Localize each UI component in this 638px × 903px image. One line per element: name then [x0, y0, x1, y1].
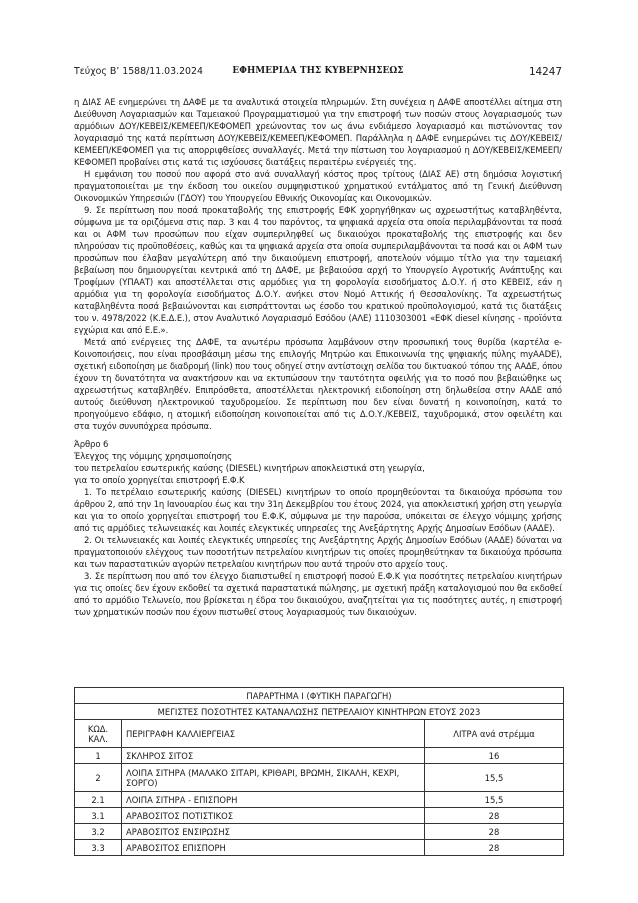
- cell-code: 2: [75, 764, 122, 792]
- table-row: [75, 748, 564, 764]
- table-row: [75, 808, 564, 824]
- cell-code: 1: [75, 748, 122, 764]
- document-body: [74, 96, 562, 618]
- cell-litres: 28: [425, 824, 564, 840]
- header-litres: ΛΙΤΡΑ ανά στρέμμα: [425, 720, 564, 748]
- page-number: 14247: [528, 66, 562, 78]
- table-row: [75, 840, 564, 856]
- page-header: [74, 66, 562, 80]
- table-row: [75, 824, 564, 840]
- paragraph: η ΔΙΑΣ ΑΕ ενημερώνει τη ΔΑΦΕ με τα αναλυτικά στοιχεία πληρωμών. Στη συνέχεια η ΔΑΦΕ αποστέλλει αίτημα στη Διεύθυνση Λογαριασμών και Ταμειακού Προγραμματισμού για την επιστροφή των ποσών στους λογαριασμούς των αρμόδιων ΔΟΥ/ΚΕΒΕΙΣ/ΚΕΜΕΕΠ/ΚΕΦΟΜΕΠ χρεώνοντας τον ως άνω ενδιάμεσο λογαριασμό και πιστώνοντας τον λογαριασμό της κατά περίπτωση ΔΟΥ/ΚΕΒΕΙΣ/ΚΕΜΕΕΠ/ΚΕΦΟΜΕΠ. Παράλληλα η ΔΑΦΕ ενημερώνει τις ΔΟΥ/ΚΕΒΕΙΣ/ΚΕΜΕΕΠ/ΚΕΦΟΜΕΠ για τις απορριφθείσες συναλλαγές. Μετά την πίστωση του λογαριασμού η ΔΟΥ/ΚΕΒΕΙΣ/ΚΕΜΕΕΠ/ΚΕΦΟΜΕΠ προβαίνει στις κατά τις ισχύουσες διατάξεις περαιτέρω ενέργειές της.: [74, 97, 562, 167]
- cell-description: ΑΡΑΒΟΣΙΤΟΣ ΕΠΙΣΠΟΡΗ: [122, 840, 425, 856]
- cell-litres: 16: [425, 748, 564, 764]
- annex-table: [74, 687, 564, 856]
- cell-description: ΑΡΑΒΟΣΙΤΟΣ ΠΟΤΙΣΤΙΚΟΣ: [122, 808, 425, 824]
- cell-description: ΣΚΛΗΡΟΣ ΣΙΤΟΣ: [122, 748, 425, 764]
- article-title-line: του πετρελαίου εσωτερικής καύσης (DIESEL) κινητήρων αποκλειστικά στη γεωργία,: [74, 463, 425, 473]
- cell-litres: 15,5: [425, 792, 564, 808]
- table-header-row: [75, 720, 564, 748]
- table-row: [75, 764, 564, 792]
- cell-code: 3.1: [75, 808, 122, 824]
- header-description: ΠΕΡΙΓΡΑΦΗ ΚΑΛΛΙΕΡΓΕΙΑΣ: [122, 720, 425, 748]
- article-paragraph: 3. Σε περίπτωση που από τον έλεγχο διαπιστωθεί η επιστροφή ποσού Ε.Φ.Κ για ποσότητες πετρελαίου κινητήρων για τις οποίες δεν έχουν εκδοθεί τα σχετικά παραστατικά πώλησης, με σχετική πράξη καταλογισμού που θα εκδοθεί από το αρμόδιο Τελωνείο, που βρίσκεται η έδρα του δικαιούχου, αναζητείται για τις ποσότητες αυτές, η επιστροφή των χρηματικών ποσών που έχουν πιστωθεί στους λογαριασμούς των δικαιούχων.: [74, 571, 562, 617]
- cell-description: ΛΟΙΠΑ ΣΙΤΗΡΑ (ΜΑΛΑΚΟ ΣΙΤΑΡΙ, ΚΡΙΘΑΡΙ, ΒΡΩΜΗ, ΣΙΚΑΛΗ, ΚΕΧΡΙ, ΣΟΡΓΟ): [122, 764, 425, 792]
- article-paragraph: 1. Το πετρέλαιο εσωτερικής καύσης (DIESEL) κινητήρων το οποίο προμηθεύονται τα δικαιούχα πρόσωπα του άρθρου 2, από την 1η Ιανουαρίου έως και την 31η Δεκεμβρίου του έτους 2024, για αποκλειστική χρήση στη γεωργία και για το οποίο χορηγείται επιστροφή του Ε.Φ.Κ, σύμφωνα με την παρούσα, υπόκειται σε έλεγχο νόμιμης χρήσης από τις αρμόδιες τελωνειακές και λοιπές ελεγκτικές υπηρεσίες της Ανεξάρτητης Αρχής Δημοσίων Εσόδων (ΑΑΔΕ).: [74, 487, 562, 533]
- paragraph: Μετά από ενέργειες της ΔΑΦΕ, τα ανωτέρω πρόσωπα λαμβάνουν στην προσωπική τους θυρίδα (καρτέλα e-Κοινοποιήσεις, που είναι προσβάσιμη μέσω της επιλογής Μητρώο και Επικοινωνία της ψηφιακής πύλης myAADE), σχετική ειδοποίηση με διαδρομή (link) που τους οδηγεί στην αντίστοιχη σελίδα του δικτυακού τόπου της ΑΑΔΕ, όπου έχουν τη δυνατότητα να ανακτήσουν και να εκτυπώσουν την ταυτότητα οφειλής για το ποσό που βεβαιώθηκε ως αχρεωστήτως καταβληθέν. Επιπρόσθετα, αποστέλλεται ηλεκτρονική ειδοποίηση στη δηλωθείσα στην ΑΑΔΕ από αυτούς διεύθυνση ηλεκτρονικού ταχυδρομείου. Σε περίπτωση που δεν είναι δυνατή η κοινοποίηση, κατά το προηγούμενο εδάφιο, η ατομική ειδοποίηση κοινοποιείται από τις Δ.Ο.Υ./ΚΕΒΕΙΣ, ταχυδρομικά, στον οφειλέτη και στα τυχόν συνυπόχρεα πρόσωπα.: [74, 337, 562, 431]
- issue-reference: Τεύχος Β’ 1588/11.03.2024: [74, 66, 203, 77]
- gazette-title: ΕΦΗΜΕΡΙΔΑ ΤΗΣ ΚΥΒΕΡΝΗΣΕΩΣ: [232, 66, 404, 76]
- header-code: ΚΩΔ. ΚΑΛ.: [75, 720, 122, 748]
- cell-litres: 15,5: [425, 764, 564, 792]
- article-number: Άρθρο 6: [74, 439, 109, 449]
- cell-code: 3.2: [75, 824, 122, 840]
- article-paragraph: 2. Οι τελωνειακές και λοιπές ελεγκτικές υπηρεσίες της Ανεξάρτητης Αρχής Δημοσίων Εσόδων (ΑΑΔΕ) δύναται να πραγματοποιούν ελέγχους των ποσοτήτων πετρελαίου κινητήρων τις οποίες προμηθεύτηκαν τα δικαιούχα πρόσωπα και των παραστατικών αγορών πετρελαίου κινητήρων που αυτά τηρούν στο αρχείο τους.: [74, 535, 562, 569]
- table-title: ΠΑΡΑΡΤΗΜΑ Ι (ΦΥΤΙΚΗ ΠΑΡΑΓΩΓΗ): [75, 688, 564, 704]
- cell-description: ΑΡΑΒΟΣΙΤΟΣ ΕΝΣΙΡΩΣΗΣ: [122, 824, 425, 840]
- article-title-line: Έλεγχος της νόμιμης χρησιμοποίησης: [74, 451, 233, 461]
- paragraph: 9. Σε περίπτωση που ποσά προκαταβολής της επιστροφής ΕΦΚ χορηγήθηκαν ως αχρεωστήτως καταβληθέντα, σύμφωνα με τα οριζόμενα στις παρ. 3 και 4 του παρόντος, τα ψηφιακά αρχεία στα οποία περιλαμβάνονται τα ποσά και οι ΑΦΜ των προσώπων που είχαν συμπεριληφθεί ως δικαιούχοι προκαταβολής της επιστροφής και δεν πληρούσαν τις προϋποθέσεις, καθώς και τα ψηφιακά αρχεία στα οποία συμπεριλαμβάνονται τα ποσά και οι ΑΦΜ των προσώπων που έλαβαν μεγαλύτερη από την δικαιούμενη επιστροφή, αποτελούν νόμιμο τίτλο για την ταμειακή βεβαίωση που δημιουργείται κεντρικά από τη ΔΑΦΕ, με βεβαιούσα αρχή το Υπουργείο Αγροτικής Ανάπτυξης και Τροφίμων (ΥΠΑΑΤ) και αποστέλλεται στις αρμόδιες για τη φορολογία εισοδήματος Δ.Ο.Υ. ή στο ΚΕΒΕΙΣ, εάν η αρμόδια για τη φορολογία εισοδήματος Δ.Ο.Υ. ανήκει στον Νομό Αττικής ή Θεσσαλονίκης. Τα αχρεωστήτως καταβληθέντα ποσά βεβαιώνονται και εισπράττονται ως έσοδο του κρατικού προϋπολογισμού, κατά τις διατάξεις του ν. 4978/2022 (Κ.Ε.Δ.Ε.), στον Αναλυτικό Λογαριασμό Εσόδου (ΑΛΕ) 1110303001 «ΕΦΚ diesel κίνησης - προϊόντα εγχώρια και από Ε.Ε.».: [74, 205, 562, 335]
- cell-litres: 28: [425, 808, 564, 824]
- article-title-line: για το οποίο χορηγείται επιστροφή Ε.Φ.Κ: [74, 475, 245, 485]
- paragraph: Η εμφάνιση του ποσού που αφορά στο ανά συναλλαγή κόστος προς τρίτους (ΔΙΑΣ ΑΕ) στη δημόσια λογιστική πραγματοποιείται με την έκδοση του οικείου συμψηφιστικού χρηματικού εντάλματος από τη Γενική Διεύθυνση Οικονομικών Υπηρεσιών (ΓΔΟΥ) του Υπουργείου Εθνικής Οικονομίας και Οικονομικών.: [74, 169, 562, 203]
- table-row: [75, 792, 564, 808]
- table-subtitle: ΜΕΓΙΣΤΕΣ ΠΟΣΟΤΗΤΕΣ ΚΑΤΑΝΑΛΩΣΗΣ ΠΕΤΡΕΛΑΙΟΥ ΚΙΝΗΤΗΡΩΝ ΕΤΟΥΣ 2023: [75, 704, 564, 720]
- cell-litres: 28: [425, 840, 564, 856]
- cell-code: 2.1: [75, 792, 122, 808]
- cell-description: ΛΟΙΠΑ ΣΙΤΗΡΑ - ΕΠΙΣΠΟΡΗ: [122, 792, 425, 808]
- cell-code: 3.3: [75, 840, 122, 856]
